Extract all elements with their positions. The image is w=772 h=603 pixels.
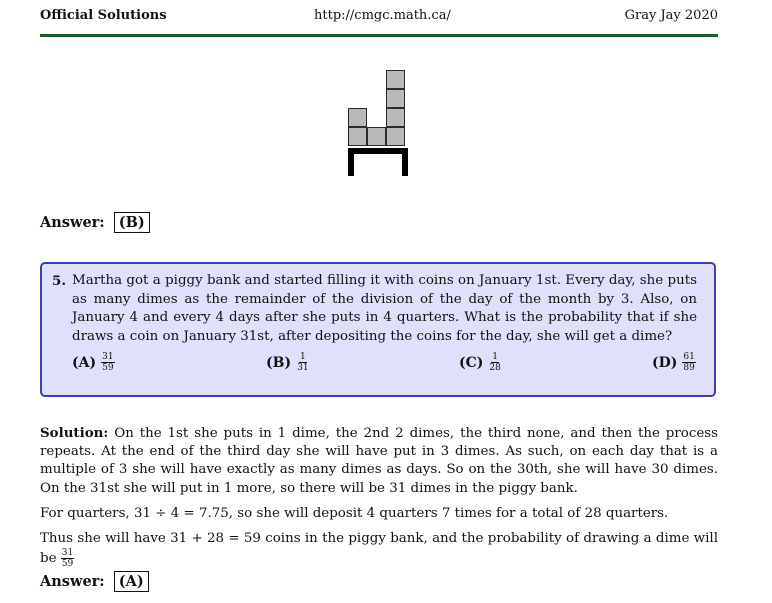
stool-leg <box>402 154 408 176</box>
answer-box: (B) <box>114 212 150 233</box>
block-cell <box>386 89 405 108</box>
fraction-numerator: 61 <box>683 352 695 362</box>
problem-box <box>40 262 716 397</box>
solution-paragraph-2 <box>40 505 718 523</box>
option-label: (B) <box>266 354 292 371</box>
page-header <box>40 8 718 26</box>
fraction-numerator: 31 <box>102 352 114 362</box>
solution-fraction <box>61 548 74 569</box>
solution-paragraph-3 <box>40 530 718 569</box>
fraction-denominator: 31 <box>297 363 309 373</box>
option-fraction <box>101 352 114 373</box>
block-cell <box>386 108 405 127</box>
option-fraction <box>296 352 309 373</box>
fraction-numerator: 1 <box>492 352 498 362</box>
option-b[interactable] <box>266 352 310 373</box>
answer-box: (A) <box>114 571 149 592</box>
answer-final <box>40 570 149 594</box>
solution-text: Thus she will have 31 + 28 = 59 coins in the piggy bank, and the probability of drawing a dime will be <box>40 531 718 567</box>
option-label: (A) <box>72 354 97 371</box>
problem-number: 5. <box>52 273 66 289</box>
fraction-denominator: 28 <box>489 363 501 373</box>
option-d[interactable] <box>652 352 696 373</box>
answer-label: Answer: <box>40 214 105 231</box>
block-cell <box>348 108 367 127</box>
header-title: Official Solutions <box>40 8 167 23</box>
stool-top <box>348 148 408 154</box>
option-label: (C) <box>459 354 484 371</box>
answer-previous <box>40 211 150 235</box>
block-cell <box>386 127 405 146</box>
option-fraction <box>682 352 695 373</box>
solution-text: On the 1st she puts in 1 dime, the 2nd 2 dimes, the third none, and then the process repeats. At the end of the third day she will have put in 3 dimes. As such, on each day that is a multiple of 3 she will have exactly as many dimes as days. So on the 30th, she will have 30 dimes. On the 31st she will put in 1 more, so there will be 31 dimes in the piggy bank. <box>40 426 718 496</box>
answer-label: Answer: <box>40 573 105 590</box>
option-fraction <box>488 352 501 373</box>
block-stool-figure <box>346 70 408 180</box>
problem-statement <box>52 272 697 346</box>
block-cell <box>367 127 386 146</box>
fraction-numerator: 1 <box>299 352 306 362</box>
option-a[interactable] <box>72 352 115 373</box>
header-rule <box>40 34 718 37</box>
answer-options <box>72 352 700 382</box>
solution-label: Solution: <box>40 425 109 441</box>
fraction-denominator: 89 <box>683 363 695 373</box>
problem-body: Martha got a piggy bank and started filling it with coins on January 1st. Every day, she puts as many dimes as the remainder of the division of the day of the month by 3. Also, on January 4 and every 4 days after she puts in 4 quarters. What is the probability that if she draws a coin on January 31st, after depositing the coins for the day, she will get a dime? <box>72 273 697 344</box>
fraction-numerator: 31 <box>61 548 74 559</box>
block-cell <box>348 127 367 146</box>
fraction-denominator: 59 <box>61 559 74 570</box>
solution-text: For quarters, 31 ÷ 4 = 7.75, so she will deposit 4 quarters 7 times for a total of 28 quarters. <box>40 506 669 521</box>
option-c[interactable] <box>459 352 502 373</box>
header-contest: Gray Jay 2020 <box>624 8 718 23</box>
option-label: (D) <box>652 354 678 371</box>
header-url[interactable]: http://cmgc.math.ca/ <box>314 8 451 23</box>
block-cell <box>386 70 405 89</box>
fraction-denominator: 59 <box>102 363 114 373</box>
solution-paragraph-1 <box>40 424 718 498</box>
stool-leg <box>348 154 354 176</box>
